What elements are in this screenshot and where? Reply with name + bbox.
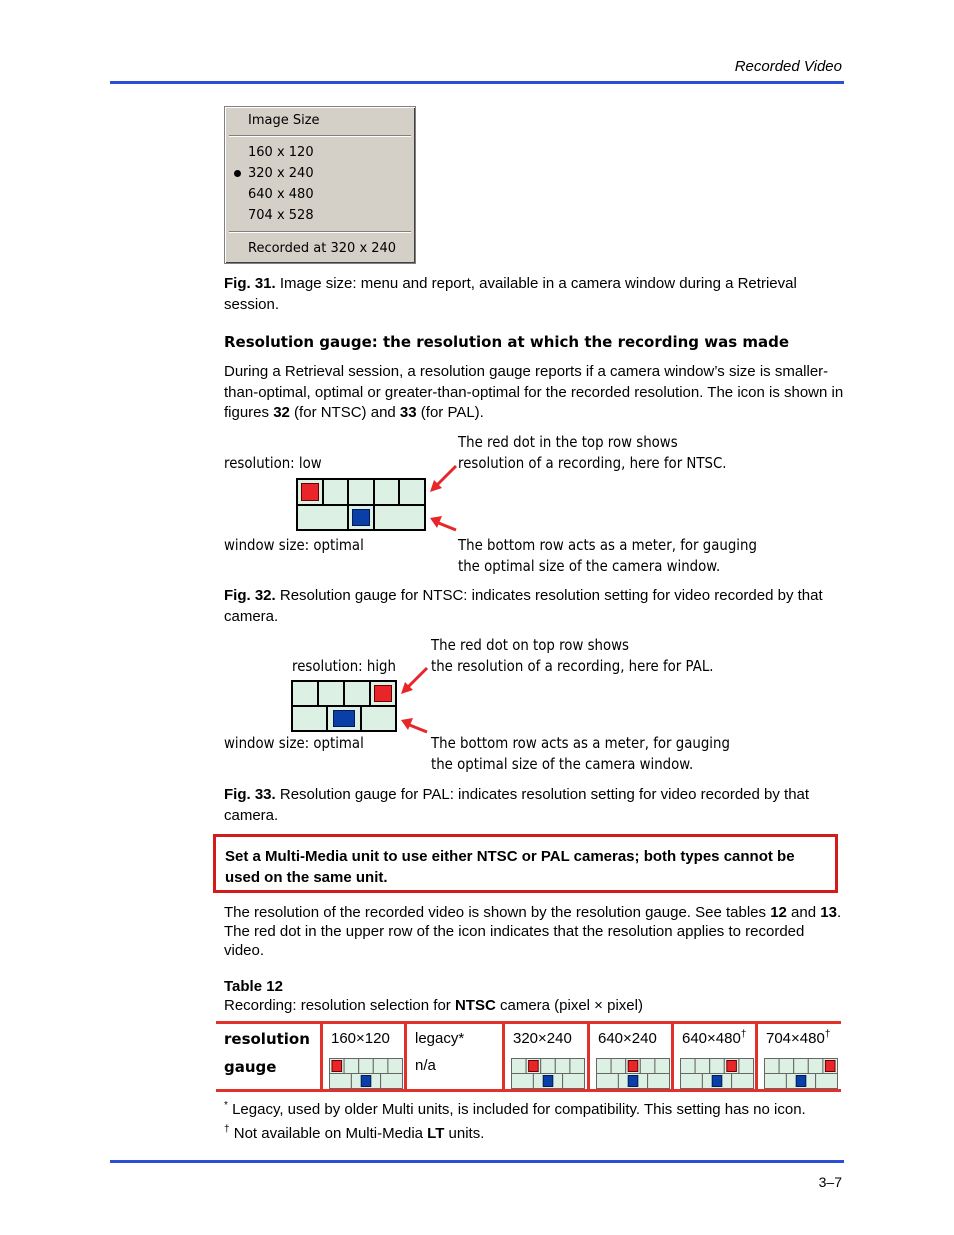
- table-column: [590, 1024, 670, 1089]
- menu-item[interactable]: 640 x 480: [248, 187, 314, 202]
- gauge-top-cell: [359, 1059, 374, 1074]
- label-resolution-low: resolution: low: [224, 454, 322, 472]
- gauge-top-cell: [388, 1059, 403, 1074]
- gauge-top-cell: [739, 1059, 754, 1074]
- pointer-arrows: [399, 664, 431, 736]
- gauge-blue-dot: [361, 1076, 371, 1087]
- selected-bullet-icon: [234, 170, 241, 177]
- label-window-size: window size: optimal: [224, 734, 364, 752]
- pal-resolution-gauge-icon: [291, 680, 397, 732]
- menu-item[interactable]: 704 x 528: [248, 208, 314, 223]
- fig31-caption: Fig. 31. Image size: menu and report, available in a camera window during a Retrieval session.: [224, 275, 797, 313]
- menu-report: Recorded at 320 x 240: [248, 241, 397, 256]
- section-heading: Resolution gauge: the resolution at which the recording was made: [224, 333, 790, 351]
- resolution-gauge-icon: [511, 1058, 586, 1090]
- gauge-top-cell: [808, 1059, 823, 1074]
- gauge-bottom-cell: [732, 1074, 754, 1089]
- resolution-value: 320×240: [513, 1030, 572, 1047]
- table-column: [323, 1024, 403, 1089]
- resolution-value: 640×240: [598, 1030, 657, 1047]
- gauge-top-cell: [681, 1059, 696, 1074]
- gauge-bottom-cell: [681, 1074, 703, 1089]
- resolution-gauge-icon: [764, 1058, 839, 1090]
- footer-rule: [110, 1160, 844, 1163]
- resolution-value: 160×120: [331, 1030, 390, 1047]
- row-label-resolution: resolution: [224, 1030, 310, 1048]
- paragraph-gauge-tables: The resolution of the recorded video is shown by the resolution gauge. See tables 12 and 13. The red dot in the upper row of the icon indicates that the resolution applies to recorded video.: [224, 904, 842, 959]
- gauge-top-cell: [710, 1059, 725, 1074]
- footnote-legacy: * Legacy, used by older Multi units, is included for compatibility. This setting has no icon.: [224, 1100, 806, 1118]
- resolution-value: 704×480†: [766, 1029, 831, 1047]
- gauge-blue-dot: [628, 1076, 638, 1087]
- gauge-bottom-cell: [648, 1074, 670, 1089]
- gauge-top-cell: [373, 1059, 388, 1074]
- menu-separator: [229, 231, 411, 233]
- footnote-dagger: † Not available on Multi-Media LT units.: [224, 1124, 485, 1142]
- gauge-top-cell: [541, 1059, 556, 1074]
- gauge-bottom-cell: [330, 1074, 352, 1089]
- menu-title: Image Size: [248, 113, 320, 128]
- gauge-top-cell: [344, 1059, 359, 1074]
- note-bottom-line1: The bottom row acts as a meter, for gauging: [431, 734, 730, 752]
- menu-item-selected[interactable]: 320 x 240: [248, 166, 314, 181]
- note-bottom-line2: the optimal size of the camera window.: [458, 557, 721, 575]
- image-size-menu: [224, 106, 416, 264]
- gauge-top-cell: [655, 1059, 670, 1074]
- pointer-arrows: [428, 462, 460, 534]
- fig33-caption: Fig. 33. Resolution gauge for PAL: indicates resolution setting for video recorded by that camera.: [224, 786, 810, 824]
- gauge-red-dot: [529, 1061, 539, 1072]
- gauge-blue-dot: [543, 1076, 553, 1087]
- gauge-top-cell: [779, 1059, 794, 1074]
- menu-item[interactable]: 160 x 120: [248, 145, 314, 160]
- gauge-bottom-cell: [816, 1074, 838, 1089]
- row-label-gauge: gauge: [224, 1058, 277, 1076]
- table-title: Table 12: [224, 978, 283, 995]
- table-column: [505, 1024, 585, 1089]
- gauge-top-cell: [570, 1059, 585, 1074]
- header-rule: [110, 81, 844, 84]
- gauge-top-cell: [512, 1059, 527, 1074]
- table-column: [407, 1024, 487, 1089]
- resolution-value: 640×480†: [682, 1029, 747, 1047]
- note-bottom-line2: the optimal size of the camera window.: [431, 755, 694, 773]
- gauge-red-dot: [628, 1061, 638, 1072]
- gauge-top-cell: [695, 1059, 710, 1074]
- note-top-line1: The red dot in the top row shows: [458, 433, 678, 451]
- ntsc-resolution-gauge-icon: [296, 478, 426, 531]
- resolution-gauge-icon: [680, 1058, 755, 1090]
- label-resolution-high: resolution: high: [292, 657, 396, 675]
- gauge-top-cell: [765, 1059, 780, 1074]
- label-window-size: window size: optimal: [224, 536, 364, 554]
- page-number: 3–7: [818, 1174, 842, 1190]
- gauge-top-cell: [611, 1059, 626, 1074]
- table-caption: Recording: resolution selection for NTSC camera (pixel × pixel): [224, 997, 643, 1014]
- gauge-bottom-cell: [563, 1074, 585, 1089]
- gauge-top-cell: [597, 1059, 612, 1074]
- note-top-line2: the resolution of a recording, here for PAL.: [431, 657, 714, 675]
- note-bottom-line1: The bottom row acts as a meter, for gauging: [458, 536, 757, 554]
- note-top-line1: The red dot on top row shows: [431, 636, 630, 654]
- gauge-bottom-cell: [597, 1074, 619, 1089]
- fig32-caption: Fig. 32. Resolution gauge for NTSC: indicates resolution setting for video recorded by that camera.: [224, 587, 823, 625]
- gauge-top-cell: [640, 1059, 655, 1074]
- section-title: Recorded Video: [734, 58, 842, 75]
- resolution-value: legacy*: [415, 1030, 465, 1047]
- gauge-top-cell: [794, 1059, 809, 1074]
- gauge-bottom-cell: [765, 1074, 787, 1089]
- paragraph-gauge-intro: During a Retrieval session, a resolution gauge reports if a camera window’s size is smaller-than-optimal, optimal or greater-than-optimal for the recorded resolution. The icon is shown in figures 32 (for NTSC) and 33 (for PAL).: [224, 363, 844, 421]
- warning-box: Set a Multi-Media unit to use either NTSC or PAL cameras; both types cannot be used on the same unit.: [213, 834, 838, 893]
- gauge-blue-dot: [796, 1076, 806, 1087]
- gauge-red-dot: [332, 1061, 342, 1072]
- gauge-red-dot: [825, 1061, 835, 1072]
- gauge-red-dot: [727, 1061, 737, 1072]
- resolution-gauge-icon: [329, 1058, 404, 1090]
- table-column: [674, 1024, 754, 1089]
- resolution-gauge-icon: [596, 1058, 671, 1090]
- table-column: [758, 1024, 838, 1089]
- gauge-text: n/a: [415, 1057, 436, 1074]
- gauge-bottom-cell: [512, 1074, 534, 1089]
- resolution-table: [216, 1021, 841, 1092]
- note-top-line2: resolution of a recording, here for NTSC.: [458, 454, 727, 472]
- gauge-bottom-cell: [381, 1074, 403, 1089]
- menu-separator: [229, 135, 411, 137]
- gauge-blue-dot: [712, 1076, 722, 1087]
- gauge-top-cell: [555, 1059, 570, 1074]
- row-labels: [216, 1024, 320, 1089]
